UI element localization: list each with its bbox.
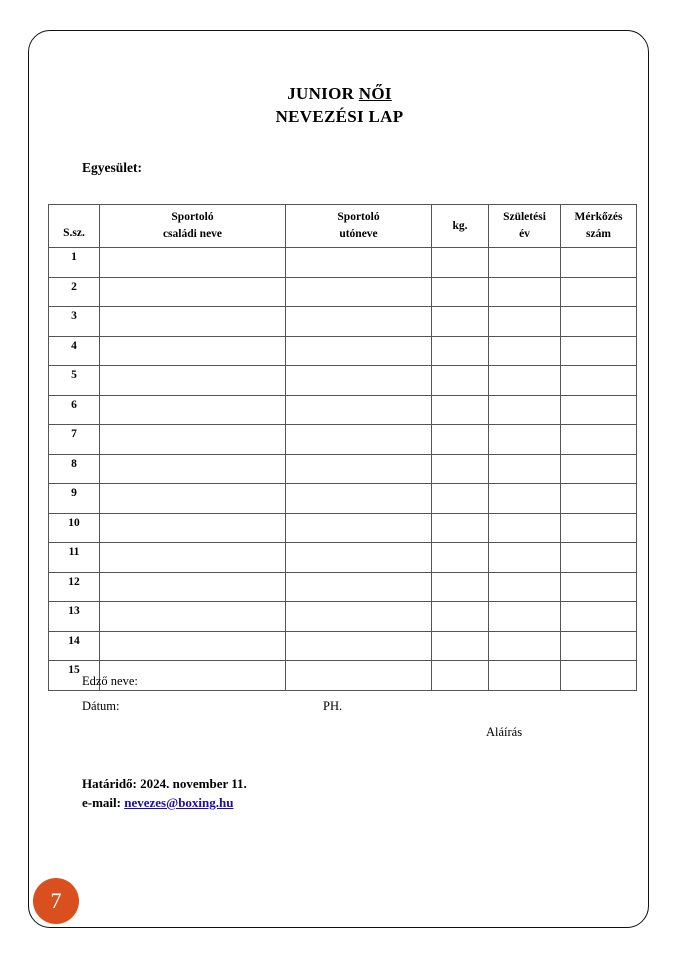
header-kg: kg. [432,205,489,248]
birth-year-cell[interactable] [489,277,561,307]
match-number-cell[interactable] [561,572,637,602]
birth-year-cell[interactable] [489,336,561,366]
given-name-cell[interactable] [286,248,432,278]
header-match-number: Mérkőzés szám [561,205,637,248]
family-name-cell[interactable] [100,543,286,573]
kg-cell[interactable] [432,513,489,543]
row-number: 10 [49,513,100,543]
signature-label: Aláírás [486,725,523,739]
family-name-cell[interactable] [100,602,286,632]
kg-cell[interactable] [432,336,489,366]
table-row [49,395,637,425]
match-number-cell[interactable] [561,366,637,396]
table-row [49,307,637,337]
deadline-text: Határidő: 2024. november 11. [82,776,247,791]
table-row [49,425,637,455]
row-number: 3 [49,307,100,337]
row-number: 6 [49,395,100,425]
family-name-cell[interactable] [100,572,286,602]
given-name-cell[interactable] [286,277,432,307]
birth-year-cell[interactable] [489,484,561,514]
page-number-badge: 7 [33,878,79,924]
row-number: 12 [49,572,100,602]
kg-cell[interactable] [432,454,489,484]
family-name-cell[interactable] [100,513,286,543]
stamp-label: PH. [323,699,343,713]
row-number: 13 [49,602,100,632]
entry-table [48,204,637,691]
match-number-cell[interactable] [561,484,637,514]
form-title-line1 [0,84,679,104]
birth-year-cell[interactable] [489,307,561,337]
table-row [49,277,637,307]
form-title-line2: NEVEZÉSI LAP [275,107,404,126]
given-name-cell[interactable] [286,484,432,514]
table-row [49,366,637,396]
birth-year-cell[interactable] [489,572,561,602]
match-number-cell[interactable] [561,631,637,661]
birth-year-cell[interactable] [489,454,561,484]
family-name-cell[interactable] [100,366,286,396]
title-underlined-word: NŐI [358,84,392,103]
birth-year-cell[interactable] [489,631,561,661]
match-number-cell[interactable] [561,277,637,307]
birth-year-cell[interactable] [489,602,561,632]
match-number-cell[interactable] [561,543,637,573]
row-number: 2 [49,277,100,307]
row-number: 7 [49,425,100,455]
given-name-cell[interactable] [286,661,432,691]
kg-cell[interactable] [432,425,489,455]
family-name-cell[interactable] [100,484,286,514]
birth-year-cell[interactable] [489,395,561,425]
match-number-cell[interactable] [561,395,637,425]
email-line [82,795,233,811]
birth-year-cell[interactable] [489,513,561,543]
match-number-cell[interactable] [561,425,637,455]
table-row [49,513,637,543]
table-row [49,248,637,278]
table-row [49,631,637,661]
row-number: 15 [49,661,100,691]
kg-cell[interactable] [432,395,489,425]
header-birth-year: Születési év [489,205,561,248]
kg-cell[interactable] [432,277,489,307]
club-label: Egyesület: [82,160,142,175]
given-name-cell[interactable] [286,425,432,455]
kg-cell[interactable] [432,366,489,396]
table-row [49,484,637,514]
birth-year-cell[interactable] [489,425,561,455]
family-name-cell[interactable] [100,454,286,484]
match-number-cell[interactable] [561,248,637,278]
header-given-name: Sportoló utóneve [286,205,432,248]
kg-cell[interactable] [432,307,489,337]
family-name-cell[interactable] [100,248,286,278]
given-name-cell[interactable] [286,307,432,337]
birth-year-cell[interactable] [489,248,561,278]
email-label: e-mail: [82,795,125,810]
match-number-cell[interactable] [561,661,637,691]
given-name-cell[interactable] [286,366,432,396]
kg-cell[interactable] [432,602,489,632]
match-number-cell[interactable] [561,454,637,484]
family-name-cell[interactable] [100,336,286,366]
row-number: 4 [49,336,100,366]
given-name-cell[interactable] [286,631,432,661]
family-name-cell[interactable] [100,395,286,425]
kg-cell[interactable] [432,661,489,691]
table-row [49,454,637,484]
given-name-cell[interactable] [286,543,432,573]
kg-cell[interactable] [432,543,489,573]
table-row [49,543,637,573]
family-name-cell[interactable] [100,631,286,661]
family-name-cell[interactable] [100,425,286,455]
row-number: 1 [49,248,100,278]
header-ssz: S.sz. [49,205,100,248]
match-number-cell[interactable] [561,307,637,337]
header-family-name: Sportoló családi neve [100,205,286,248]
table-header-row [49,205,637,248]
match-number-cell[interactable] [561,336,637,366]
date-label: Dátum: [82,699,120,713]
email-link[interactable]: nevezes@boxing.hu [124,795,234,810]
birth-year-cell[interactable] [489,543,561,573]
title-prefix: JUNIOR [287,84,359,103]
given-name-cell[interactable] [286,513,432,543]
family-name-cell[interactable] [100,277,286,307]
table-row [49,602,637,632]
row-number: 14 [49,631,100,661]
family-name-cell[interactable] [100,307,286,337]
table-row [49,572,637,602]
match-number-cell[interactable] [561,513,637,543]
given-name-cell[interactable] [286,602,432,632]
given-name-cell[interactable] [286,395,432,425]
given-name-cell[interactable] [286,336,432,366]
row-number: 8 [49,454,100,484]
match-number-cell[interactable] [561,602,637,632]
given-name-cell[interactable] [286,572,432,602]
kg-cell[interactable] [432,631,489,661]
row-number: 9 [49,484,100,514]
kg-cell[interactable] [432,572,489,602]
coach-name-label: Edző neve: [82,674,138,688]
birth-year-cell[interactable] [489,366,561,396]
birth-year-cell[interactable] [489,661,561,691]
given-name-cell[interactable] [286,454,432,484]
table-row [49,336,637,366]
row-number: 5 [49,366,100,396]
kg-cell[interactable] [432,248,489,278]
kg-cell[interactable] [432,484,489,514]
row-number: 11 [49,543,100,573]
